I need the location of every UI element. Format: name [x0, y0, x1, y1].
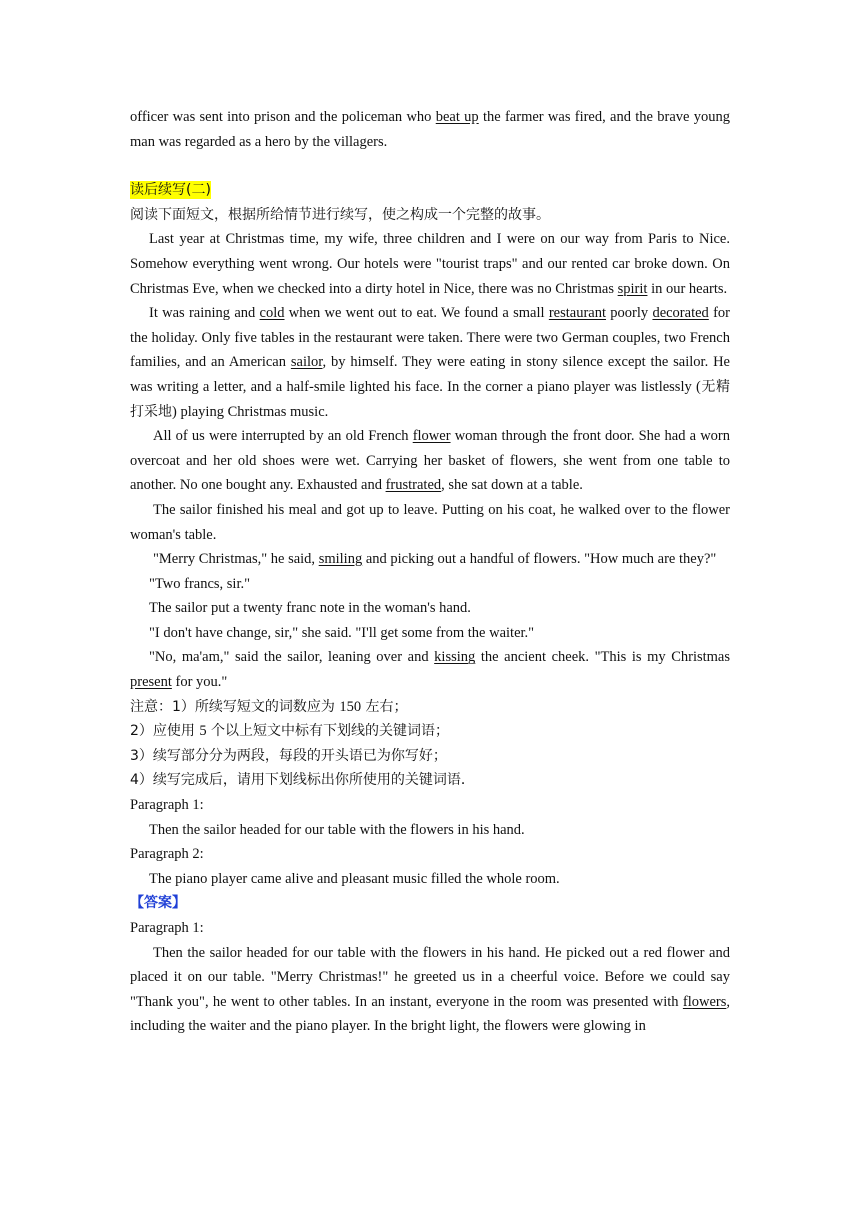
prompt-2-label: Paragraph 2: [130, 846, 204, 863]
text-run: and picking out a handful of flowers. "How much are they?" [362, 551, 717, 568]
underlined-keyword: flowers [682, 993, 727, 1010]
text-run: officer was sent into prison and the policeman who [130, 109, 436, 125]
underlined-keyword: restaurant [548, 305, 607, 322]
spacer [130, 154, 730, 178]
note-4: 4）续写完成后，请用下划线标出你所使用的关键词语． [130, 772, 475, 789]
underlined-keyword: flower [412, 428, 451, 445]
text-run: All of us were interrupted by an old French [153, 428, 413, 445]
text-run: woman through the front door. She had a worn overcoat and her old shoes were wet. Carrying her basket of flowers, she went from one table to another. No one bought any. Exhausted and [130, 428, 730, 494]
text-run: 个以上短文中标有下划线的关键词语； [206, 723, 450, 740]
underlined-keyword: kissing [434, 649, 476, 666]
text-run: "No, ma'am," said the sailor, leaning over and [149, 649, 435, 666]
answer-label: 【答案】 [130, 895, 186, 912]
story-paragraph-9 [130, 645, 730, 694]
story-paragraph-1 [130, 227, 730, 301]
underlined-keyword: sailor [290, 354, 323, 371]
underlined-keyword: beat up [435, 109, 479, 125]
text-run: ) playing Christmas music. [172, 403, 329, 420]
text-run: poorly [606, 305, 653, 322]
text-run: in our hearts. [647, 280, 728, 297]
note-2 [130, 719, 730, 744]
answer-paragraph-1 [130, 941, 730, 1039]
underlined-keyword: decorated [652, 305, 709, 322]
story-paragraph-8: "I don't have change, sir," she said. "I'll get some from the waiter." [149, 624, 535, 641]
document-content [130, 105, 730, 1039]
previous-story-ending [130, 105, 730, 154]
text-run: , she sat down at a table. [441, 477, 583, 494]
prompt-1-label: Paragraph 1: [130, 797, 204, 814]
story-paragraph-3 [130, 424, 730, 498]
text-run: the ancient cheek. "This is my Christmas [475, 649, 731, 666]
note-3: 3）续写部分分为两段，每段的开头语已为你写好； [130, 747, 447, 764]
underlined-keyword: present [130, 674, 172, 691]
text-run: 左右； [361, 698, 408, 715]
text-run: when we went out to eat. We found a small [284, 305, 549, 322]
keyword-count: 5 [199, 723, 207, 740]
answer-heading-line [130, 891, 730, 916]
instruction: 阅读下面短文，根据所给情节进行续写，使之构成一个完整的故事。 [130, 206, 550, 223]
section-title-line [130, 178, 730, 203]
story-paragraph-7: The sailor put a twenty franc note in the woman's hand. [149, 600, 471, 617]
story-paragraph-4: The sailor finished his meal and got up to leave. Putting on his coat, he walked over to the flower woman's table. [130, 501, 730, 543]
underlined-keyword: frustrated [385, 477, 442, 494]
text-run: It was raining and [149, 305, 260, 322]
prompt-2-text: The piano player came alive and pleasant music filled the whole room. [149, 870, 560, 887]
text-run: 注意：1）所续写短文的词数应为 [130, 698, 340, 715]
story-paragraph-6: "Two francs, sir." [149, 575, 251, 592]
prompt-1-text: Then the sailor headed for our table with the flowers in his hand. [149, 821, 525, 838]
text-run: 2）应使用 [130, 723, 200, 740]
note-1 [130, 695, 730, 720]
underlined-keyword: smiling [318, 551, 363, 568]
story-paragraph-2 [130, 301, 730, 424]
text-run: the farmer was fired, and the brave young man was regarded as a hero by the villagers. [130, 109, 731, 150]
underlined-keyword: cold [259, 305, 285, 322]
story-paragraph-5 [130, 547, 730, 572]
section-title: 读后续写(二) [130, 182, 211, 199]
text-run: for the holiday. Only five tables in the restaurant were taken. There were two German couples, two French families, and an American [130, 305, 730, 371]
text-run: , including the waiter and the piano player. In the bright light, the flowers were glowing in [130, 993, 730, 1035]
text-run: Then the sailor headed for our table with the flowers in his hand. He picked out a red flower and placed it on our table. "Merry Christmas!" he greeted us in a cheerful voice. Before we could say "Thank you", he went to other tables. In an instant, everyone in the room was presented with [130, 944, 730, 1010]
text-run: "Merry Christmas," he said, [153, 551, 319, 568]
text-run: for you." [171, 674, 228, 691]
word-count: 150 [339, 698, 362, 715]
answer-paragraph-label: Paragraph 1: [130, 920, 204, 936]
chinese-gloss: 无精打采地 [130, 378, 731, 420]
text-run: Last year at Christmas time, my wife, three children and I were on our way from Paris to Nice. Somehow everything went wrong. Our hotels were "tourist traps" and our rented car broke down. On Christmas Eve, when we checked into a dirty hotel in Nice, there was no Christmas [130, 231, 730, 297]
text-run: , by himself. They were eating in stony silence except the sailor. He was writing a letter, and a half-smile lighted his face. In the corner a piano player was listlessly ( [130, 354, 730, 395]
underlined-keyword: spirit [617, 280, 648, 297]
